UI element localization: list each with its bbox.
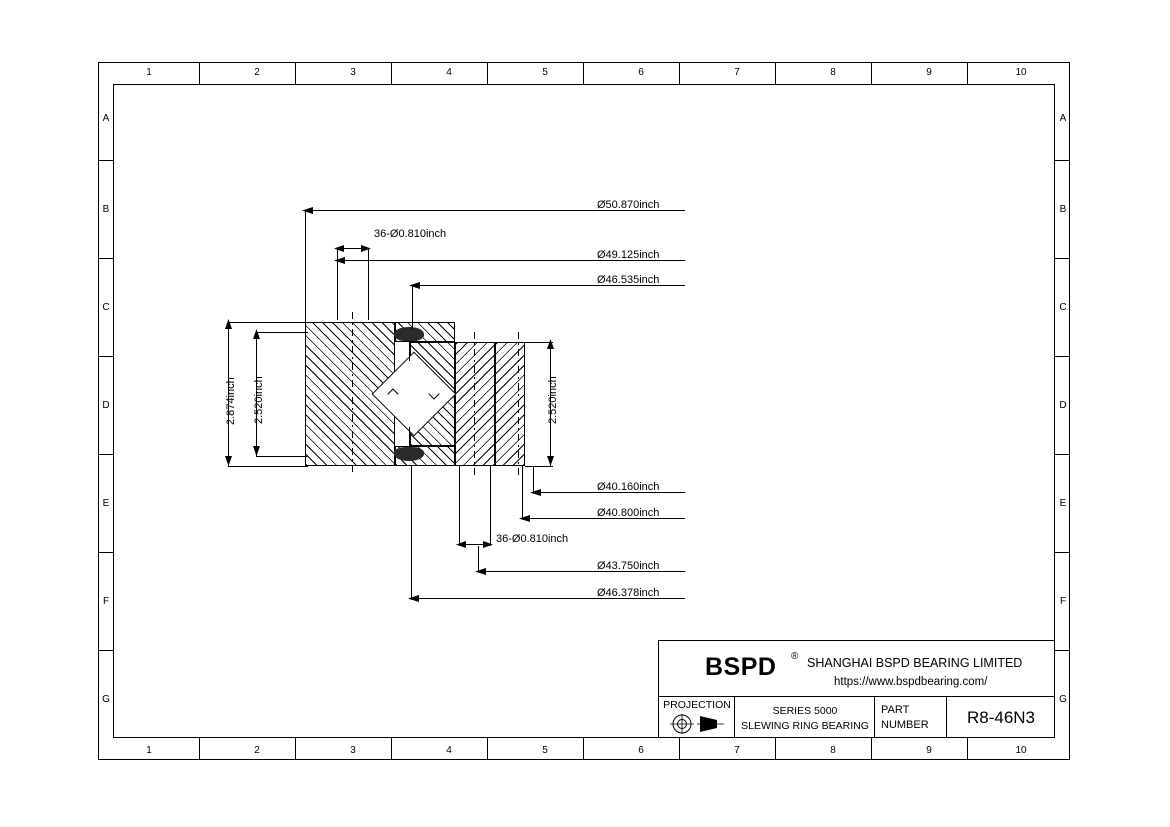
arrow-outer-bolt-right — [360, 243, 372, 254]
ext-line-raceway-od — [412, 285, 413, 330]
zone-tick — [98, 650, 113, 651]
zone-label-right-f: F — [1059, 596, 1067, 607]
zone-label-right-b: B — [1059, 204, 1067, 215]
zone-label-top-9: 9 — [926, 67, 932, 78]
raceway-gap-line — [409, 341, 410, 361]
zone-tick — [583, 62, 584, 84]
zone-label-top-5: 5 — [542, 67, 548, 78]
arrow-inner-step — [518, 513, 532, 524]
ext-line-inner-step — [522, 466, 523, 520]
ext-line-overall-top — [228, 322, 308, 323]
zone-tick — [98, 258, 113, 259]
raceway-gap-line — [409, 427, 410, 447]
title-block-header — [659, 641, 1054, 697]
series-line-1: SERIES 5000 — [772, 705, 838, 717]
zone-label-left-e: E — [102, 498, 110, 509]
dim-label-od: Ø50.870inch — [597, 199, 660, 211]
zone-tick — [871, 738, 872, 760]
inner-ring-left — [455, 342, 495, 466]
dim-label-outer-ring-height: 2.520inch — [253, 376, 265, 424]
zone-label-right-c: C — [1059, 302, 1067, 313]
company-website: https://www.bspdbearing.com/ — [834, 676, 988, 688]
zone-tick — [199, 738, 200, 760]
brand-name: BSPD — [705, 653, 777, 681]
series-cell — [735, 697, 875, 738]
zone-label-right-g: G — [1059, 694, 1067, 705]
zone-label-right-a: A — [1059, 113, 1067, 124]
zone-label-left-a: A — [102, 113, 110, 124]
registered-mark-icon: ® — [791, 651, 799, 662]
arrow-inner-bolt-right — [482, 539, 494, 550]
arrow-od — [301, 205, 315, 216]
zone-tick — [679, 62, 680, 84]
ext-line-od — [305, 210, 306, 323]
ext-line-overall-bottom — [228, 466, 308, 467]
zone-tick — [391, 62, 392, 84]
arrow-inner-id — [529, 487, 543, 498]
zone-label-bottom-2: 2 — [254, 745, 260, 756]
zone-label-bottom-4: 4 — [446, 745, 452, 756]
zone-label-top-4: 4 — [446, 67, 452, 78]
zone-label-left-d: D — [102, 400, 110, 411]
zone-tick — [295, 738, 296, 760]
dim-label-inner-step: Ø40.800inch — [597, 507, 660, 519]
zone-tick — [1055, 454, 1070, 455]
part-number-value: R8-46N3 — [966, 708, 1036, 727]
zone-tick — [199, 62, 200, 84]
zone-label-right-d: D — [1059, 400, 1067, 411]
zone-tick — [583, 738, 584, 760]
dim-label-raceway-od: Ø46.535inch — [597, 274, 660, 286]
dim-label-outer-bolt: 36-Ø0.810inch — [374, 228, 447, 240]
zone-tick — [1055, 356, 1070, 357]
zone-label-bottom-10: 10 — [1015, 745, 1027, 756]
ext-line-outer-bolt-right — [368, 248, 369, 320]
arrow-inner-pitch — [474, 566, 488, 577]
arrow-raceway-od — [408, 280, 422, 291]
zone-label-left-c: C — [102, 302, 110, 313]
dim-label-inner-id: Ø40.160inch — [597, 481, 660, 493]
first-angle-projection-icon — [669, 713, 727, 735]
zone-label-top-10: 10 — [1015, 67, 1027, 78]
dim-label-inner-pitch: Ø43.750inch — [597, 560, 660, 572]
centerline-inner-bolt-a — [474, 332, 475, 476]
arrow-outer-h-top — [251, 328, 262, 340]
zone-label-top-1: 1 — [146, 67, 152, 78]
zone-label-bottom-7: 7 — [734, 745, 740, 756]
arrow-outer-pitch — [333, 255, 347, 266]
part-label-line-1: PART — [881, 704, 910, 716]
zone-tick — [871, 62, 872, 84]
zone-tick — [1055, 552, 1070, 553]
dim-label-inner-ring-height: 2.520inch — [547, 376, 559, 424]
zone-tick — [1055, 258, 1070, 259]
zone-tick — [391, 738, 392, 760]
company-name: SHANGHAI BSPD BEARING LIMITED — [807, 656, 1023, 670]
zone-tick — [1055, 650, 1070, 651]
zone-tick — [487, 738, 488, 760]
part-number-cell — [947, 697, 1055, 738]
seal-bottom — [394, 447, 424, 461]
zone-label-left-b: B — [102, 204, 110, 215]
zone-label-left-f: F — [102, 596, 110, 607]
dim-label-inner-bolt: 36-Ø0.810inch — [496, 533, 569, 545]
dim-label-inner-outer-dia: Ø46.378inch — [597, 587, 660, 599]
ext-line-outer-h-bottom — [256, 456, 308, 457]
arrow-inner-h-bottom — [545, 455, 556, 467]
title-block — [658, 640, 1055, 738]
zone-label-bottom-6: 6 — [638, 745, 644, 756]
seal-top — [394, 327, 424, 341]
zone-label-bottom-3: 3 — [350, 745, 356, 756]
zone-tick — [1055, 160, 1070, 161]
zone-tick — [967, 62, 968, 84]
zone-label-bottom-1: 1 — [146, 745, 152, 756]
zone-label-top-3: 3 — [350, 67, 356, 78]
zone-tick — [775, 62, 776, 84]
projection-cell — [659, 697, 735, 738]
zone-label-right-e: E — [1059, 498, 1067, 509]
zone-label-top-7: 7 — [734, 67, 740, 78]
zone-label-left-g: G — [102, 694, 110, 705]
series-line-2: SLEWING RING BEARING — [741, 720, 869, 732]
zone-label-top-8: 8 — [830, 67, 836, 78]
dim-label-outer-pitch: Ø49.125inch — [597, 249, 660, 261]
zone-label-top-2: 2 — [254, 67, 260, 78]
arrow-overall-bottom — [223, 455, 234, 467]
zone-tick — [679, 738, 680, 760]
zone-label-bottom-8: 8 — [830, 745, 836, 756]
zone-tick — [775, 738, 776, 760]
arrow-inner-h-top — [545, 338, 556, 350]
zone-label-bottom-5: 5 — [542, 745, 548, 756]
ext-line-inner-outer-dia — [411, 466, 412, 600]
arrow-outer-h-bottom — [251, 445, 262, 457]
zone-label-top-6: 6 — [638, 67, 644, 78]
dim-label-overall-height: 2.874inch — [225, 377, 237, 425]
arrow-inner-outer-dia — [407, 593, 421, 604]
part-number-label-cell — [875, 697, 947, 738]
ext-line-inner-bolt-left — [459, 466, 460, 546]
ext-line-inner-bolt-right — [490, 466, 491, 546]
zone-tick — [487, 62, 488, 84]
arrow-inner-bolt-left — [455, 539, 467, 550]
zone-tick — [98, 552, 113, 553]
zone-tick — [98, 160, 113, 161]
zone-tick — [295, 62, 296, 84]
ext-line-outer-h-top — [256, 332, 308, 333]
centerline-outer-bolt — [352, 312, 353, 476]
zone-label-bottom-9: 9 — [926, 745, 932, 756]
zone-tick — [98, 454, 113, 455]
arrow-overall-top — [223, 318, 234, 330]
zone-tick — [967, 738, 968, 760]
part-label-line-2: NUMBER — [881, 719, 929, 731]
projection-label: PROJECTION — [663, 699, 731, 711]
inner-ring-right — [495, 342, 525, 466]
centerline-inner-bolt-b — [518, 332, 519, 476]
zone-tick — [98, 356, 113, 357]
arrow-outer-bolt-left — [333, 243, 345, 254]
